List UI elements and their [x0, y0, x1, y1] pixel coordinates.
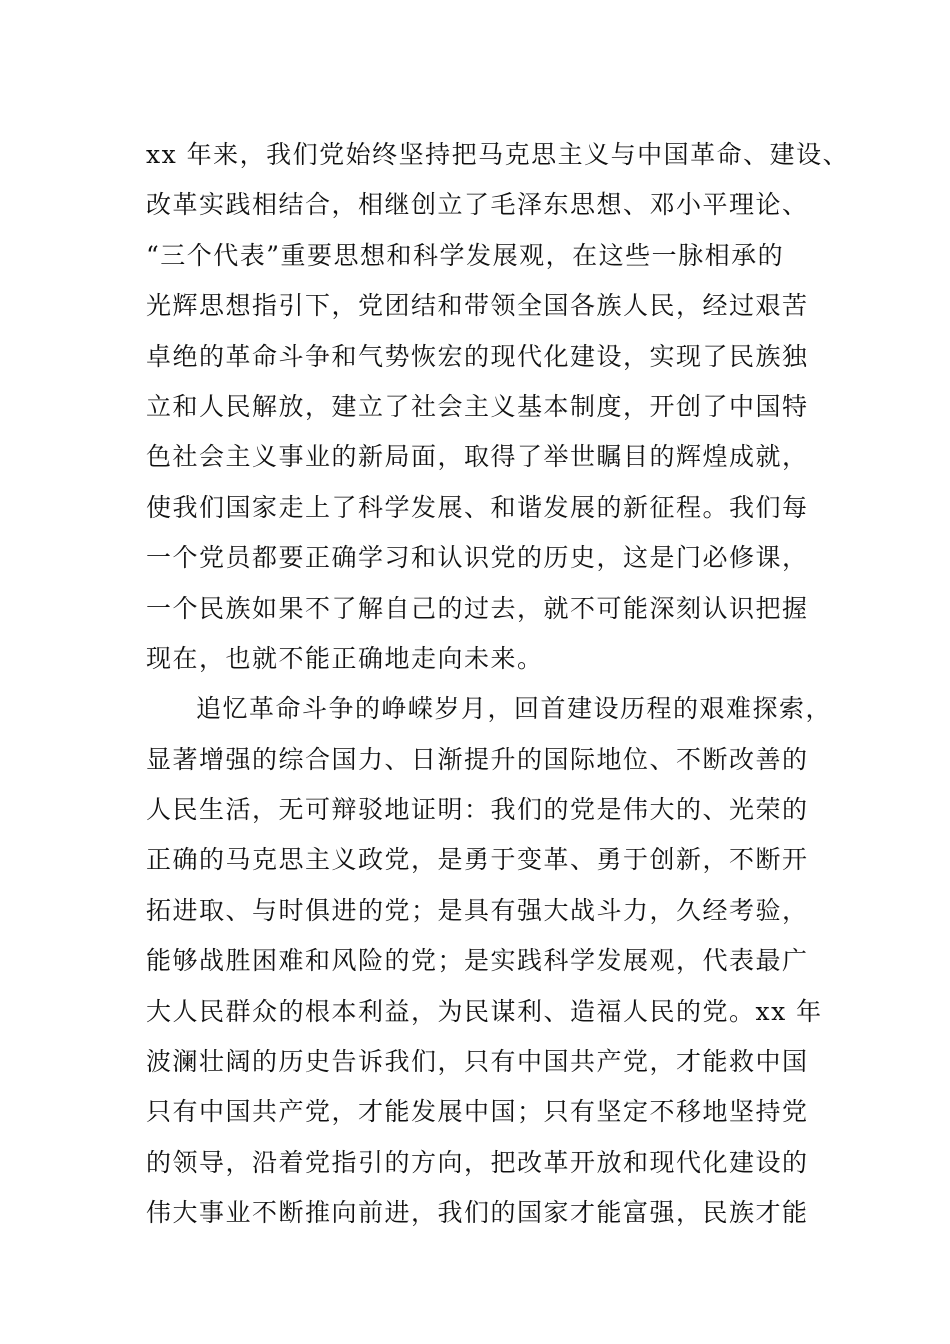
text-line: 拓进取、与时俱进的党；是具有强大战斗力，久经考验， [146, 895, 809, 925]
text-line: 现在，也就不能正确地走向未来。 [146, 643, 544, 673]
text-line: 一个党员都要正确学习和认识党的历史，这是门必修课， [146, 543, 809, 573]
text-line: 人民生活，无可辩驳地证明：我们的党是伟大的、光荣的 [146, 795, 809, 825]
paragraph-2 [146, 684, 833, 1238]
text-line: xx 年来，我们党始终坚持把马克思主义与中国革命、建设、 [146, 140, 850, 169]
text-line: 光辉思想指引下，党团结和带领全国各族人民，经过艰苦 [146, 291, 809, 321]
text-line: 显著增强的综合国力、日渐提升的国际地位、不断改善的 [146, 744, 809, 774]
text-line: 立和人民解放，建立了社会主义基本制度，开创了中国特 [146, 391, 809, 421]
text-line: 的领导，沿着党指引的方向，把改革开放和现代化建设的 [146, 1147, 809, 1177]
text-line: 能够战胜困难和风险的党；是实践科学发展观，代表最广 [146, 946, 809, 976]
text-line: 大人民群众的根本利益，为民谋利、造福人民的党。xx 年 [146, 996, 823, 1026]
body-text [146, 130, 850, 1239]
text-line: 一个民族如果不了解自己的过去，就不可能深刻认识把握 [146, 593, 809, 623]
text-line: 使我们国家走上了科学发展、和谐发展的新征程。我们每 [146, 492, 809, 522]
text-line: 波澜壮阔的历史告诉我们，只有中国共产党，才能救中国 [146, 1047, 809, 1077]
text-line: 伟大事业不断推向前进，我们的国家才能富强，民族才能 [146, 1198, 809, 1228]
text-line: 改革实践相结合，相继创立了毛泽东思想、邓小平理论、 [146, 190, 809, 220]
paragraph-1 [146, 130, 850, 684]
text-line: 正确的马克思主义政党，是勇于变革、勇于创新，不断开 [146, 845, 809, 875]
text-line: 只有中国共产党，才能发展中国；只有坚定不移地坚持党 [146, 1097, 809, 1127]
text-line-indented: 追忆革命斗争的峥嵘岁月，回首建设历程的艰难探索， [196, 694, 833, 724]
text-line: 色社会主义事业的新局面，取得了举世瞩目的辉煌成就， [146, 442, 809, 472]
text-line: 卓绝的革命斗争和气势恢宏的现代化建设，实现了民族独 [146, 341, 809, 371]
text-line: “三个代表”重要思想和科学发展观，在这些一脉相承的 [146, 240, 785, 270]
